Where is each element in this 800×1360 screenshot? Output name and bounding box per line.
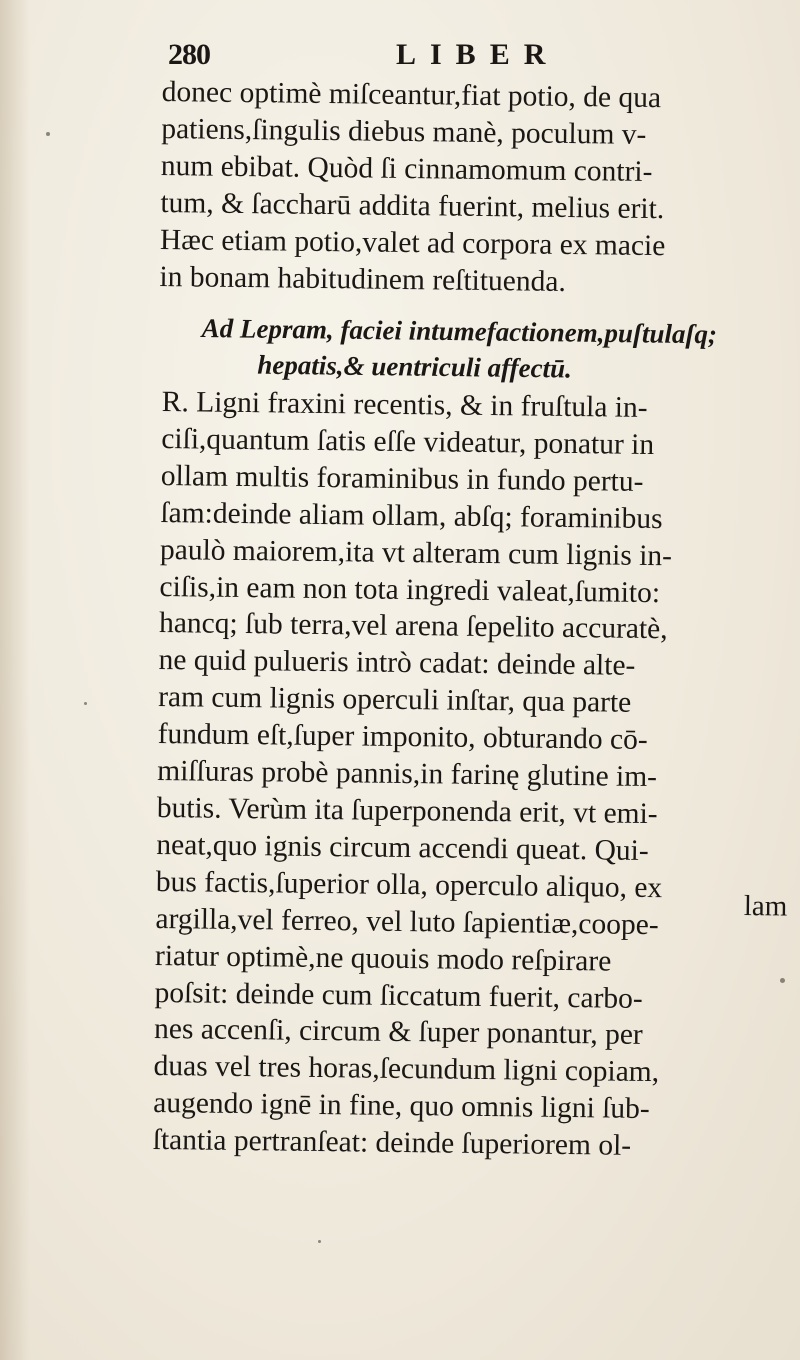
- text-line: ollam multis foraminibus in fundo pertu-: [160, 459, 644, 498]
- heading-line-1: Ad Lepram, faciei intumefactionem,puſtulaſq;: [201, 312, 718, 350]
- text-line: Hæc etiam potio,valet ad corpora ex macie: [159, 223, 666, 262]
- paper-speck: [318, 1240, 321, 1243]
- text-line: riatur optimè,ne quouis modo reſpirare: [154, 939, 612, 978]
- text-line: fundum eſt,ſuper imponito, obturando cō-: [157, 718, 648, 757]
- text-line: ſtantia pertranſeat: deinde ſuperiorem ol-: [152, 1124, 632, 1162]
- text-line: argilla,vel ferreo, vel luto ſapientiæ,coope-: [155, 902, 659, 941]
- text-line: hancq; ſub terra,vel arena ſepelito accuratè,: [158, 607, 668, 646]
- text-line: num ebibat. Quòd ſi cinnamomum contri-: [160, 149, 653, 188]
- text-line: neat,quo ignis circum accendi queat. Qui-: [156, 828, 649, 867]
- text-line: nes accenſi, circum & ſuper ponantur, per: [153, 1013, 643, 1052]
- text-line: donec optimè miſceantur,fiat potio, de qua: [161, 75, 662, 115]
- text-line: ciſi,quantum ſatis eſſe videatur, ponatur in: [161, 422, 655, 461]
- running-title: LIBER: [396, 38, 560, 71]
- text-line: paulò maiorem,ita vt alteram cum lignis in-: [159, 533, 673, 572]
- page-number: 280: [168, 38, 210, 71]
- text-line: bus factis,ſuperior olla, operculo aliquo, ex: [155, 865, 663, 904]
- text-line: poſsit: deinde cum ſiccatum fuerit, carbo-: [154, 976, 643, 1015]
- paper-speck: [780, 978, 785, 983]
- text-line: tum, & ſaccharū addita fuerint, melius erit.: [160, 186, 665, 225]
- text-line: R. Ligni fraxini recentis, & in fruſtula in-: [161, 385, 648, 424]
- text-line: in bonam habitudinem reſtituenda.: [159, 260, 567, 298]
- text-line: ram cum lignis operculi inſtar, qua parte: [157, 681, 632, 720]
- paper-speck: [46, 132, 50, 136]
- paragraph-2: [153, 384, 792, 1167]
- section-heading: [201, 310, 800, 389]
- paper-speck: [84, 702, 87, 705]
- running-head: [168, 38, 788, 72]
- text-line: augendo ignē in fine, quo omnis ligni ſub-: [153, 1087, 650, 1126]
- text-line: butis. Verùm ita ſuperponenda erit, vt emi-: [156, 791, 658, 831]
- text-line: ne quid pulueris intrò cadat: deinde alte-: [158, 644, 636, 683]
- text-line: ciſis,in eam non tota ingredi valeat,ſumito:: [159, 570, 661, 609]
- catchword: lam: [743, 890, 788, 923]
- paragraph-1: [159, 74, 792, 303]
- heading-line-2: hepatis,& uentriculi affectū.: [257, 349, 573, 384]
- text-line: patiens,ſingulis diebus manè, poculum v-: [161, 112, 647, 151]
- text-line: ſam:deinde aliam ollam, abſq; foraminibus: [160, 496, 663, 535]
- text-line: duas vel tres horas,ſecundum ligni copiam,: [153, 1050, 660, 1089]
- text-line: miſſuras probè pannis,in farinę glutine im-: [157, 755, 658, 794]
